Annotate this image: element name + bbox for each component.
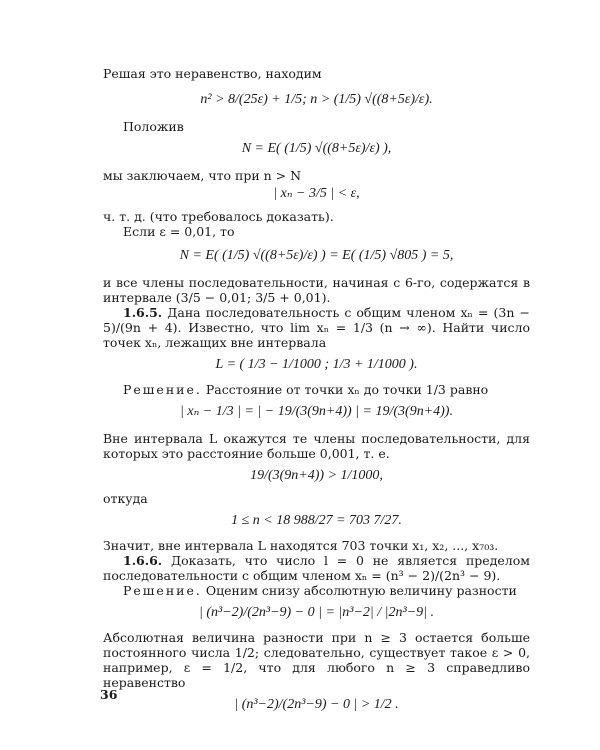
problem-statement: Доказать, что число l = 0 не является пределом последовательности с общим членом xₙ = (n³ − 2)/(2n³ − 9). bbox=[103, 553, 530, 583]
formula-N-definition: N = E( (1/5) √((8+5ε)/ε) ), bbox=[241, 141, 392, 156]
solution-text: Расстояние от точки xₙ до точки 1/3 равно bbox=[205, 382, 489, 397]
problem-1-6-6 bbox=[103, 553, 530, 583]
formula-final-inequality: | (n³−2)/(2n³−9) − 0 | > 1/2 . bbox=[234, 697, 399, 712]
text-line: Значит, вне интервала L находятся 703 точки x₁, x₂, ..., x₇₀₃. bbox=[103, 538, 499, 553]
problem-statement: Дана последовательность с общим членом xₙ = (3n − 5)/(9n + 4). Известно, что lim xₙ = 1/3 (n → ∞). Найти число точек xₙ, лежащих вне интервала bbox=[103, 305, 530, 350]
formula-interval-L: L = ( 1/3 − 1/1000 ; 1/3 + 1/1000 ). bbox=[215, 357, 418, 372]
text-paragraph: и все члены последовательности, начиная с 6-го, содержатся в интервале (3/5 − 0,01; 3/5 + 0,01). bbox=[103, 275, 530, 305]
page-number: 36 bbox=[100, 687, 118, 702]
text-line: мы заключаем, что при n > N bbox=[103, 168, 302, 183]
formula-N-computed: N = E( (1/5) √((8+5ε)/ε) ) = E( (1/5) √805 ) = 5, bbox=[179, 248, 454, 263]
formula-distance-inequality: 19/(3(9n+4)) > 1/1000, bbox=[250, 468, 383, 483]
solution-heading: Решение. bbox=[123, 583, 202, 598]
formula-inequality-n: n² > 8/(25ε) + 1/5; n > (1/5) √((8+5ε)/ε). bbox=[200, 92, 433, 107]
problem-number: 1.6.6. bbox=[123, 553, 163, 568]
text-paragraph: Вне интервала L окажутся те члены последовательности, для которых это расстояние больше 0,001, т. е. bbox=[103, 431, 530, 461]
formula-n-range: 1 ≤ n < 18 988/27 = 703 7/27. bbox=[231, 513, 402, 528]
text-line: Положив bbox=[123, 119, 184, 134]
formula-abs-value-ratio: | (n³−2)/(2n³−9) − 0 | = |n³−2| / |2n³−9| . bbox=[199, 605, 434, 620]
text-line: Если ε = 0,01, то bbox=[123, 224, 235, 239]
formula-abs-difference: | xₙ − 3/5 | < ε, bbox=[273, 186, 360, 201]
problem-1-6-5 bbox=[103, 305, 530, 350]
text-line: откуда bbox=[103, 491, 148, 506]
text-line: Решая это неравенство, находим bbox=[103, 66, 322, 81]
solution-text: Оценим снизу абсолютную величину разности bbox=[205, 583, 517, 598]
problem-number: 1.6.5. bbox=[123, 305, 163, 320]
text-line: ч. т. д. (что требовалось доказать). bbox=[103, 209, 334, 224]
formula-distance: | xₙ − 1/3 | = | − 19/(3(9n+4)) | = 19/(3(9n+4)). bbox=[180, 404, 453, 419]
solution-paragraph bbox=[103, 583, 530, 598]
text-paragraph: Абсолютная величина разности при n ≥ 3 остается больше постоянного числа 1/2; следовательно, существует такое ε > 0, например, ε = 1/2, что для любого n ≥ 3 справедливо неравенство bbox=[103, 630, 530, 690]
solution-heading: Решение. bbox=[123, 382, 202, 397]
solution-paragraph bbox=[103, 382, 530, 397]
